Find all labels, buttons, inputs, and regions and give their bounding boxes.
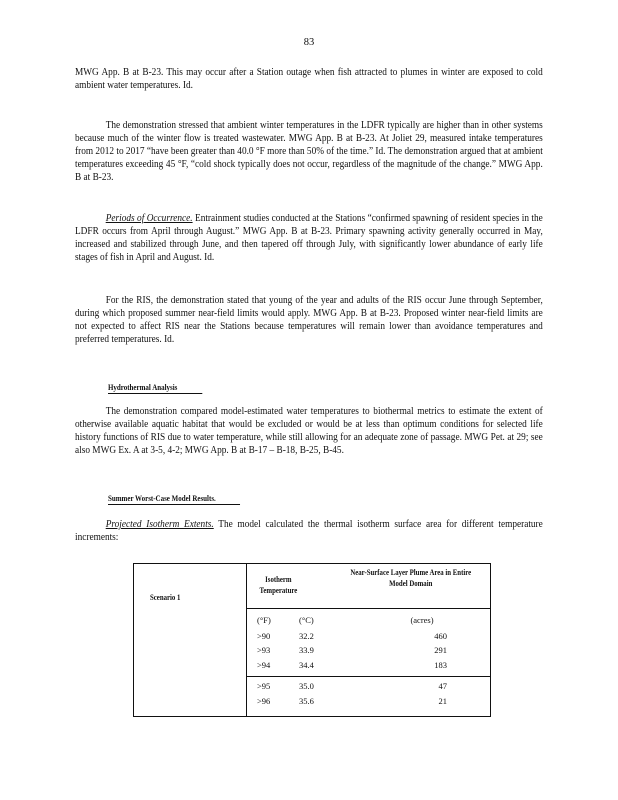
paragraph-5: The demonstration compared model-estimated water temperatures to biothermal metrics to estimate the extent of otherwise available aquatic habitat that would be excluded or would be at less than optimum conditions for selected life history functions of RIS due to water temperature, while still allowing for an adequate zone of passage. MWG Pet. at 29; see also MWG Ex. A at 3-5, 4-2; MWG App. B at B-17 – B-18, B-25, B-45.: [75, 406, 543, 456]
row-5-f: >96: [257, 696, 271, 706]
projected-heading: Projected Isotherm Extents.: [105, 519, 214, 530]
row-5-acres: 21: [438, 696, 447, 706]
scenario-label: Scenario 1: [150, 593, 181, 602]
mid-rule: [247, 676, 491, 677]
row-5-c: 35.6: [299, 696, 314, 706]
paragraph-2: The demonstration stressed that ambient winter temperatures in the LDFR typically are higher than in other systems because much of the winter flow is treated wastewater. MWG App. B at B-23. At Joliet 29, measured intake temperatures from 2012 to 2017 “have been greater than 40.0 °F more than 50% of the time.” Id. The demonstration argued that at ambient temperatures exceeding 45 °F, “cold shock typically does not occur, regardless of the magnitude of the change.” MWG App. B at B-23.: [75, 120, 543, 183]
row-4-c: 35.0: [299, 681, 314, 691]
paragraph-3: [75, 212, 543, 264]
paragraph-6-body: The model calculated the thermal isotherm surface area for different temperature increments:: [75, 519, 543, 543]
col-temp-header: Isotherm Temperature: [259, 575, 298, 595]
header-rule: [247, 608, 491, 609]
row-1-c: 32.2: [299, 631, 314, 641]
unit-c: (°C): [299, 615, 314, 625]
page-number: 83: [303, 37, 315, 48]
summer-heading: Summer Worst-Case Model Results.: [108, 492, 240, 505]
paragraph-4: For the RIS, the demonstration stated that young of the year and adults of the RIS occur June through September, during which proposed summer near-field limits would apply. MWG App. B at B-23. Proposed winter near-field limits are not expected to affect RIS near the Stations because temperatures will remain lower than avoidance temperatures and preferred temperatures. Id.: [75, 295, 543, 345]
paragraph-1: MWG App. B at B-23. This may occur after a Station outage when fish attracted to plumes in winter are exposed to cold ambient water temperatures. Id.: [75, 67, 543, 91]
row-4-acres: 47: [438, 681, 447, 691]
unit-f: (°F): [257, 615, 271, 625]
row-3-c: 34.4: [299, 660, 314, 670]
paragraph-6: [75, 518, 543, 544]
row-4-f: >95: [257, 681, 271, 691]
col-area-header: Near-Surface Layer Plume Area in Entire Model Domain: [350, 568, 472, 588]
isotherm-table: [133, 563, 491, 717]
row-1-f: >90: [257, 631, 271, 641]
paragraph-3-body: Entrainment studies conducted at the Stations “confirmed spawning of resident species in the LDFR occurs from April through August.” MWG App. B at B-23. Primary spawning activity generally occurred in May, increased and stabilized through June, and then tapered off through July, with significantly lower abundance of early life stages of fish in April and August. Id.: [75, 213, 543, 263]
hydrothermal-heading: Hydrothermal Analysis: [108, 381, 202, 394]
unit-area: (acres): [410, 615, 434, 625]
row-1-acres: 460: [434, 631, 447, 641]
row-2-c: 33.9: [299, 645, 314, 655]
row-2-acres: 291: [434, 645, 447, 655]
row-3-acres: 183: [434, 660, 447, 670]
table-data-area: [246, 564, 491, 716]
row-2-f: >93: [257, 645, 271, 655]
periods-heading: Periods of Occurrence.: [105, 213, 193, 224]
row-3-f: >94: [257, 660, 271, 670]
